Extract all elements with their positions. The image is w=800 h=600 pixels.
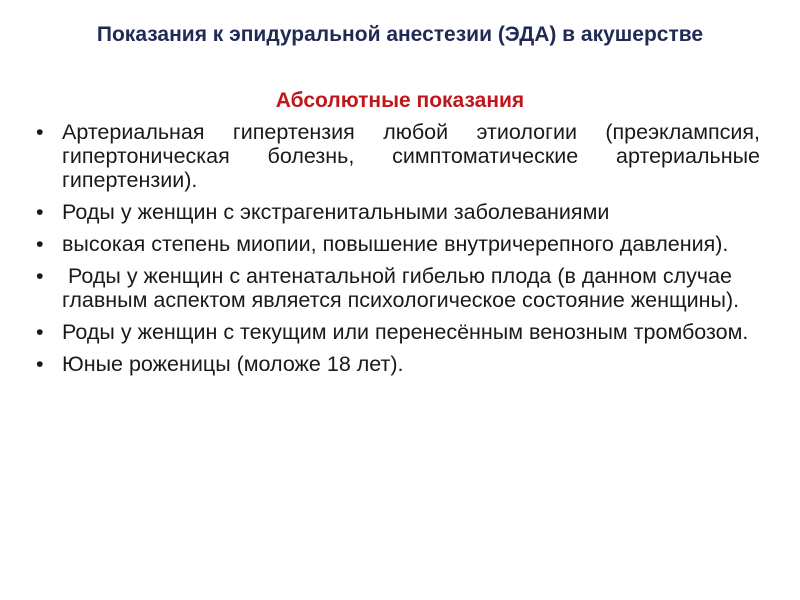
list-item-text: Артериальная гипертензия любой этиологии (преэклампсия, гипертоническая болезнь, симптоматические артериальные гипертензии). [62, 120, 760, 192]
bullet-icon: • [36, 232, 44, 256]
bullet-icon: • [36, 352, 44, 376]
slide-title: Показания к эпидуральной анестезии (ЭДА) в акушерстве [96, 23, 704, 46]
bullet-icon: • [36, 120, 44, 144]
bullet-list [36, 120, 760, 384]
list-item [36, 120, 760, 192]
bullet-icon: • [36, 320, 44, 344]
bullet-icon: • [36, 200, 44, 224]
list-item [36, 232, 760, 256]
list-item [36, 264, 760, 312]
slide-subtitle: Абсолютные показания [275, 89, 525, 112]
list-item-text: Юные роженицы (моложе 18 лет). [62, 352, 404, 376]
list-item-text: Роды у женщин с экстрагенитальными заболеваниями [62, 200, 610, 224]
list-item [36, 352, 760, 376]
bullet-icon: • [36, 264, 44, 288]
list-item-text: высокая степень миопии, повышение внутричерепного давления). [62, 232, 729, 256]
list-item [36, 200, 760, 224]
list-item-text: Роды у женщин с антенатальной гибелью плода (в данном случае главным аспектом является психологическое состояние женщины). [62, 264, 740, 312]
list-item-text: Роды у женщин с текущим или перенесённым венозным тромбозом. [62, 320, 749, 344]
list-item [36, 320, 760, 344]
